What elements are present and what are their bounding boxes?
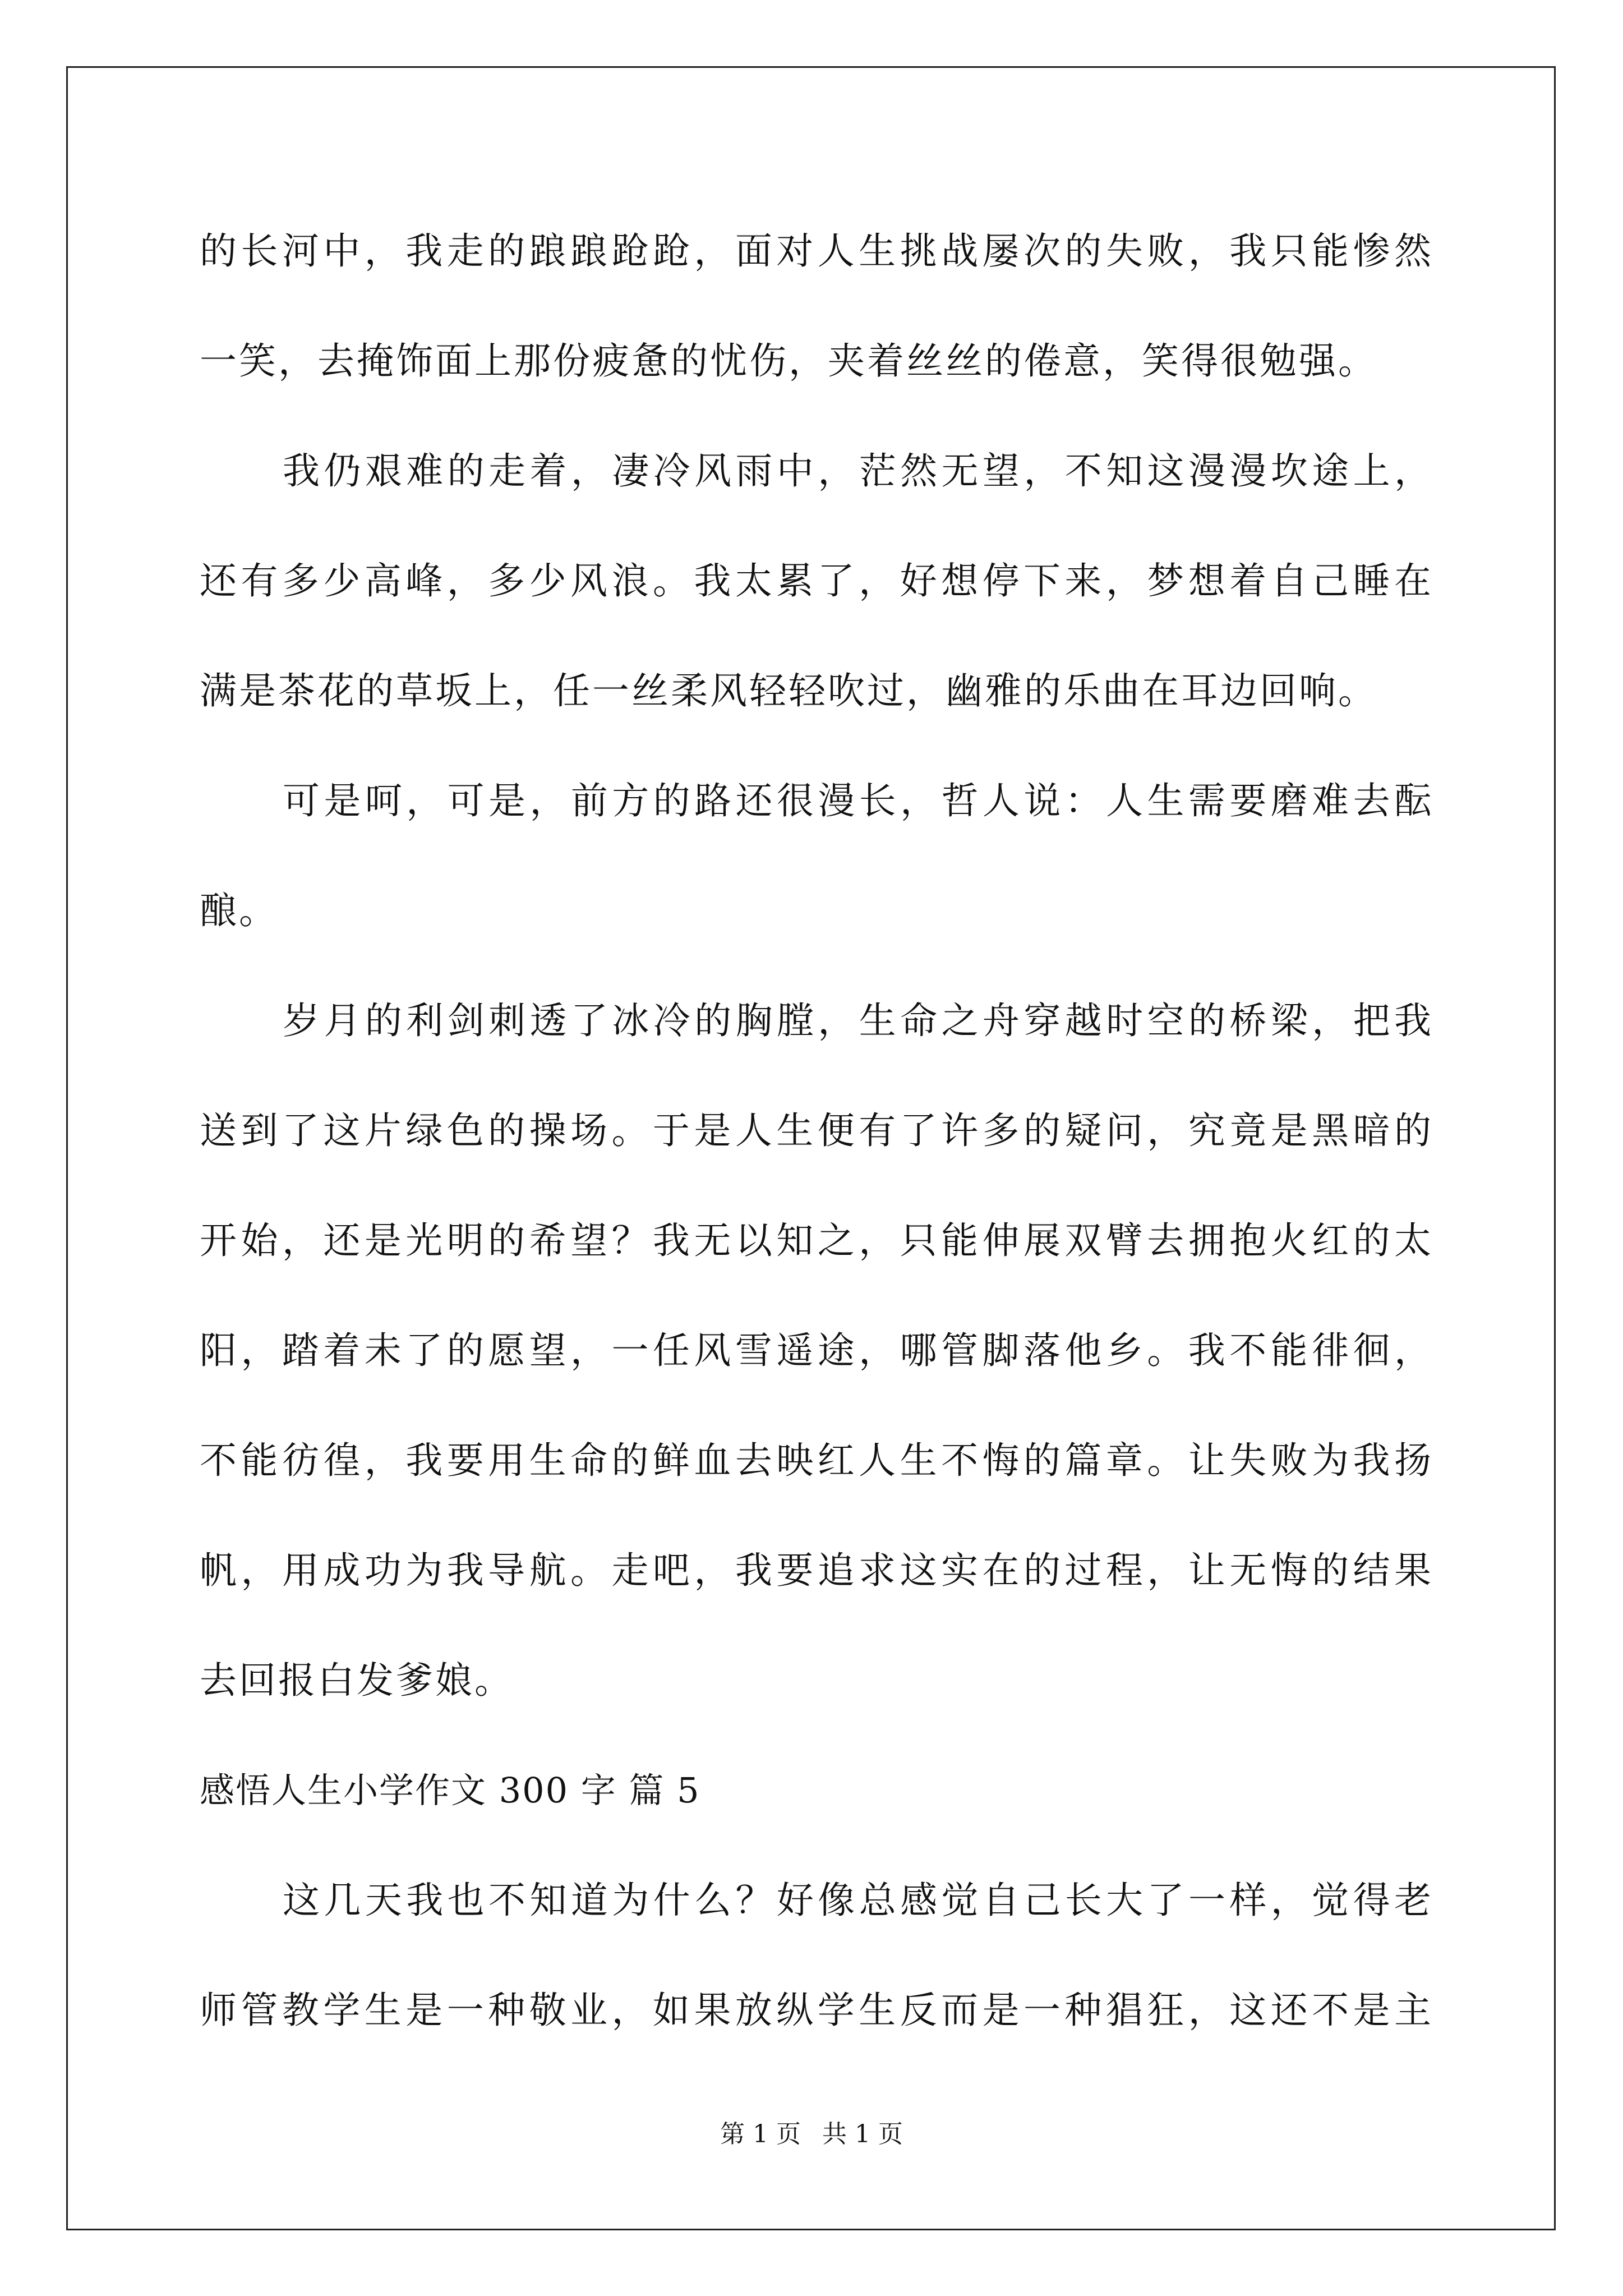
paragraph-first-line: 这几天我也不知道为什么？好像总感觉自己长大了一样，觉得老 [283,1879,1433,1922]
text-line: 阳，踏着未了的愿望，一任风雪遥途，哪管脚落他乡。我不能徘徊， [200,1329,1433,1372]
document-body [200,210,1433,2079]
paragraph-first-line: 我仍艰难的走着，凄冷风雨中，茫然无望，不知这漫漫坎途上， [283,449,1433,493]
text-line: 师管教学生是一种敬业，如果放纵学生反而是一种猖狂，这还不是主 [200,1989,1433,2032]
section-heading: 感悟人生小学作文 300 字 篇 5 [200,1770,700,1811]
text-line: 还有多少高峰，多少风浪。我太累了，好想停下来，梦想着自己睡在 [200,559,1433,602]
page-footer [0,2114,1623,2150]
page-total: 共 1 页 [822,2120,903,2148]
text-line: 一笑，去掩饰面上那份疲惫的忧伤，夹着丝丝的倦意，笑得很勉强。 [200,339,1377,383]
text-line: 酿。 [200,889,278,932]
paragraph-first-line: 岁月的利剑刺透了冰冷的胸膛，生命之舟穿越时空的桥梁，把我 [283,999,1433,1042]
page-number: 第 1 页 [720,2120,801,2148]
text-line: 帆，用成功为我导航。走吧，我要追求这实在的过程，让无悔的结果 [200,1549,1433,1592]
text-line: 开始，还是光明的希望？我无以知之，只能伸展双臂去拥抱火红的太 [200,1219,1433,1262]
text-line: 满是茶花的草坂上，任一丝柔风轻轻吹过，幽雅的乐曲在耳边回响。 [200,669,1377,712]
paragraph-first-line: 可是呵，可是，前方的路还很漫长，哲人说：人生需要磨难去酝 [283,779,1433,822]
text-line: 送到了这片绿色的操场。于是人生便有了许多的疑问，究竟是黑暗的 [200,1109,1433,1152]
text-line: 的长河中，我走的踉踉跄跄，面对人生挑战屡次的失败，我只能惨然 [200,229,1433,273]
text-line: 不能彷徨，我要用生命的鲜血去映红人生不悔的篇章。让失败为我扬 [200,1439,1433,1482]
text-line: 去回报白发爹娘。 [200,1659,514,1702]
